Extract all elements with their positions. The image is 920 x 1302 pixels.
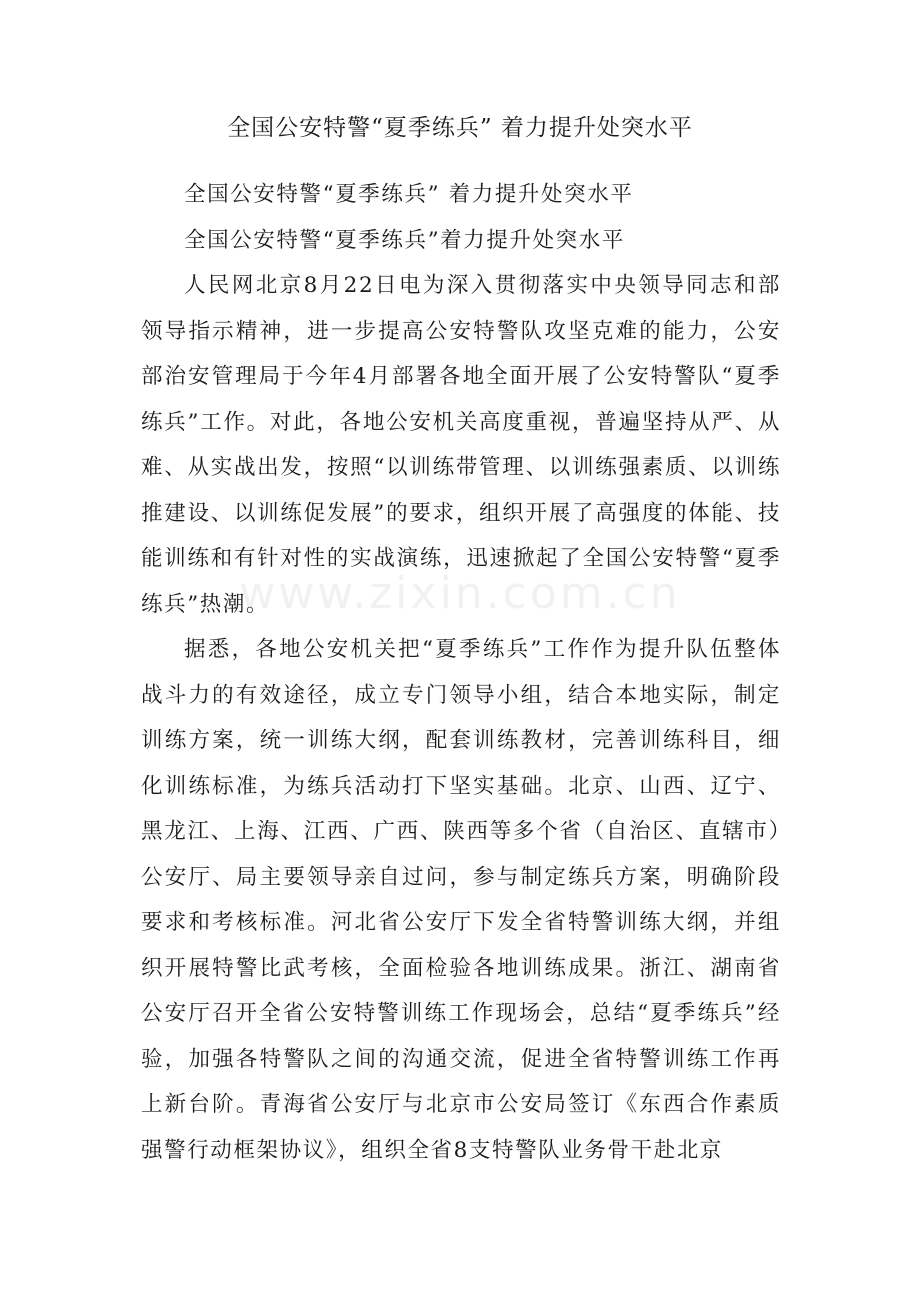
document-body <box>141 172 781 1173</box>
watermark: www.zixin.com.cn <box>239 568 681 619</box>
paragraph: 人民网北京8月22日电为深入贯彻落实中央领导同志和部领导指示精神，进一步提高公安特警队攻坚克难的能力，公安部治安管理局于今年4月部署各地全面开展了公安特警队“夏季练兵”工作。对此，各地公安机关高度重视，普遍坚持从严、从难、从实战出发，按照“以训练带管理、以训练强素质、以训练推建设、以训练促发展”的要求，组织开展了高强度的体能、技能训练和有针对性的实战演练，迅速掀起了全国公安特警“夏季练兵”热潮。 <box>141 273 781 617</box>
paragraph: 据悉，各地公安机关把“夏季练兵”工作作为提升队伍整体战斗力的有效途径，成立专门领导小组，结合本地实际，制定训练方案，统一训练大纲，配套训练教材，完善训练科目，细化训练标准，为练兵活动打下坚实基础。北京、山西、辽宁、黑龙江、上海、江西、广西、陕西等多个省（自治区、直辖市）公安厅、局主要领导亲自过问，参与制定练兵方案，明确阶段要求和考核标准。河北省公安厅下发全省特警训练大纲，并组织开展特警比武考核，全面检验各地训练成果。浙江、湖南省公安厅召开全省公安特警训练工作现场会，总结“夏季练兵”经验，加强各特警队之间的沟通交流，促进全省特警训练工作再上新台阶。青海省公安厅与北京市公安局签订《东西合作素质强警行动框架协议》，组织全省8支特警队业务骨干赴北京 <box>141 637 781 1163</box>
paragraph: 全国公安特警“夏季练兵”着力提升处突水平 <box>184 227 625 253</box>
paragraph: 全国公安特警“夏季练兵” 着力提升处突水平 <box>184 182 634 207</box>
document-title: 全国公安特警“夏季练兵” 着力提升处突水平 <box>227 115 693 141</box>
